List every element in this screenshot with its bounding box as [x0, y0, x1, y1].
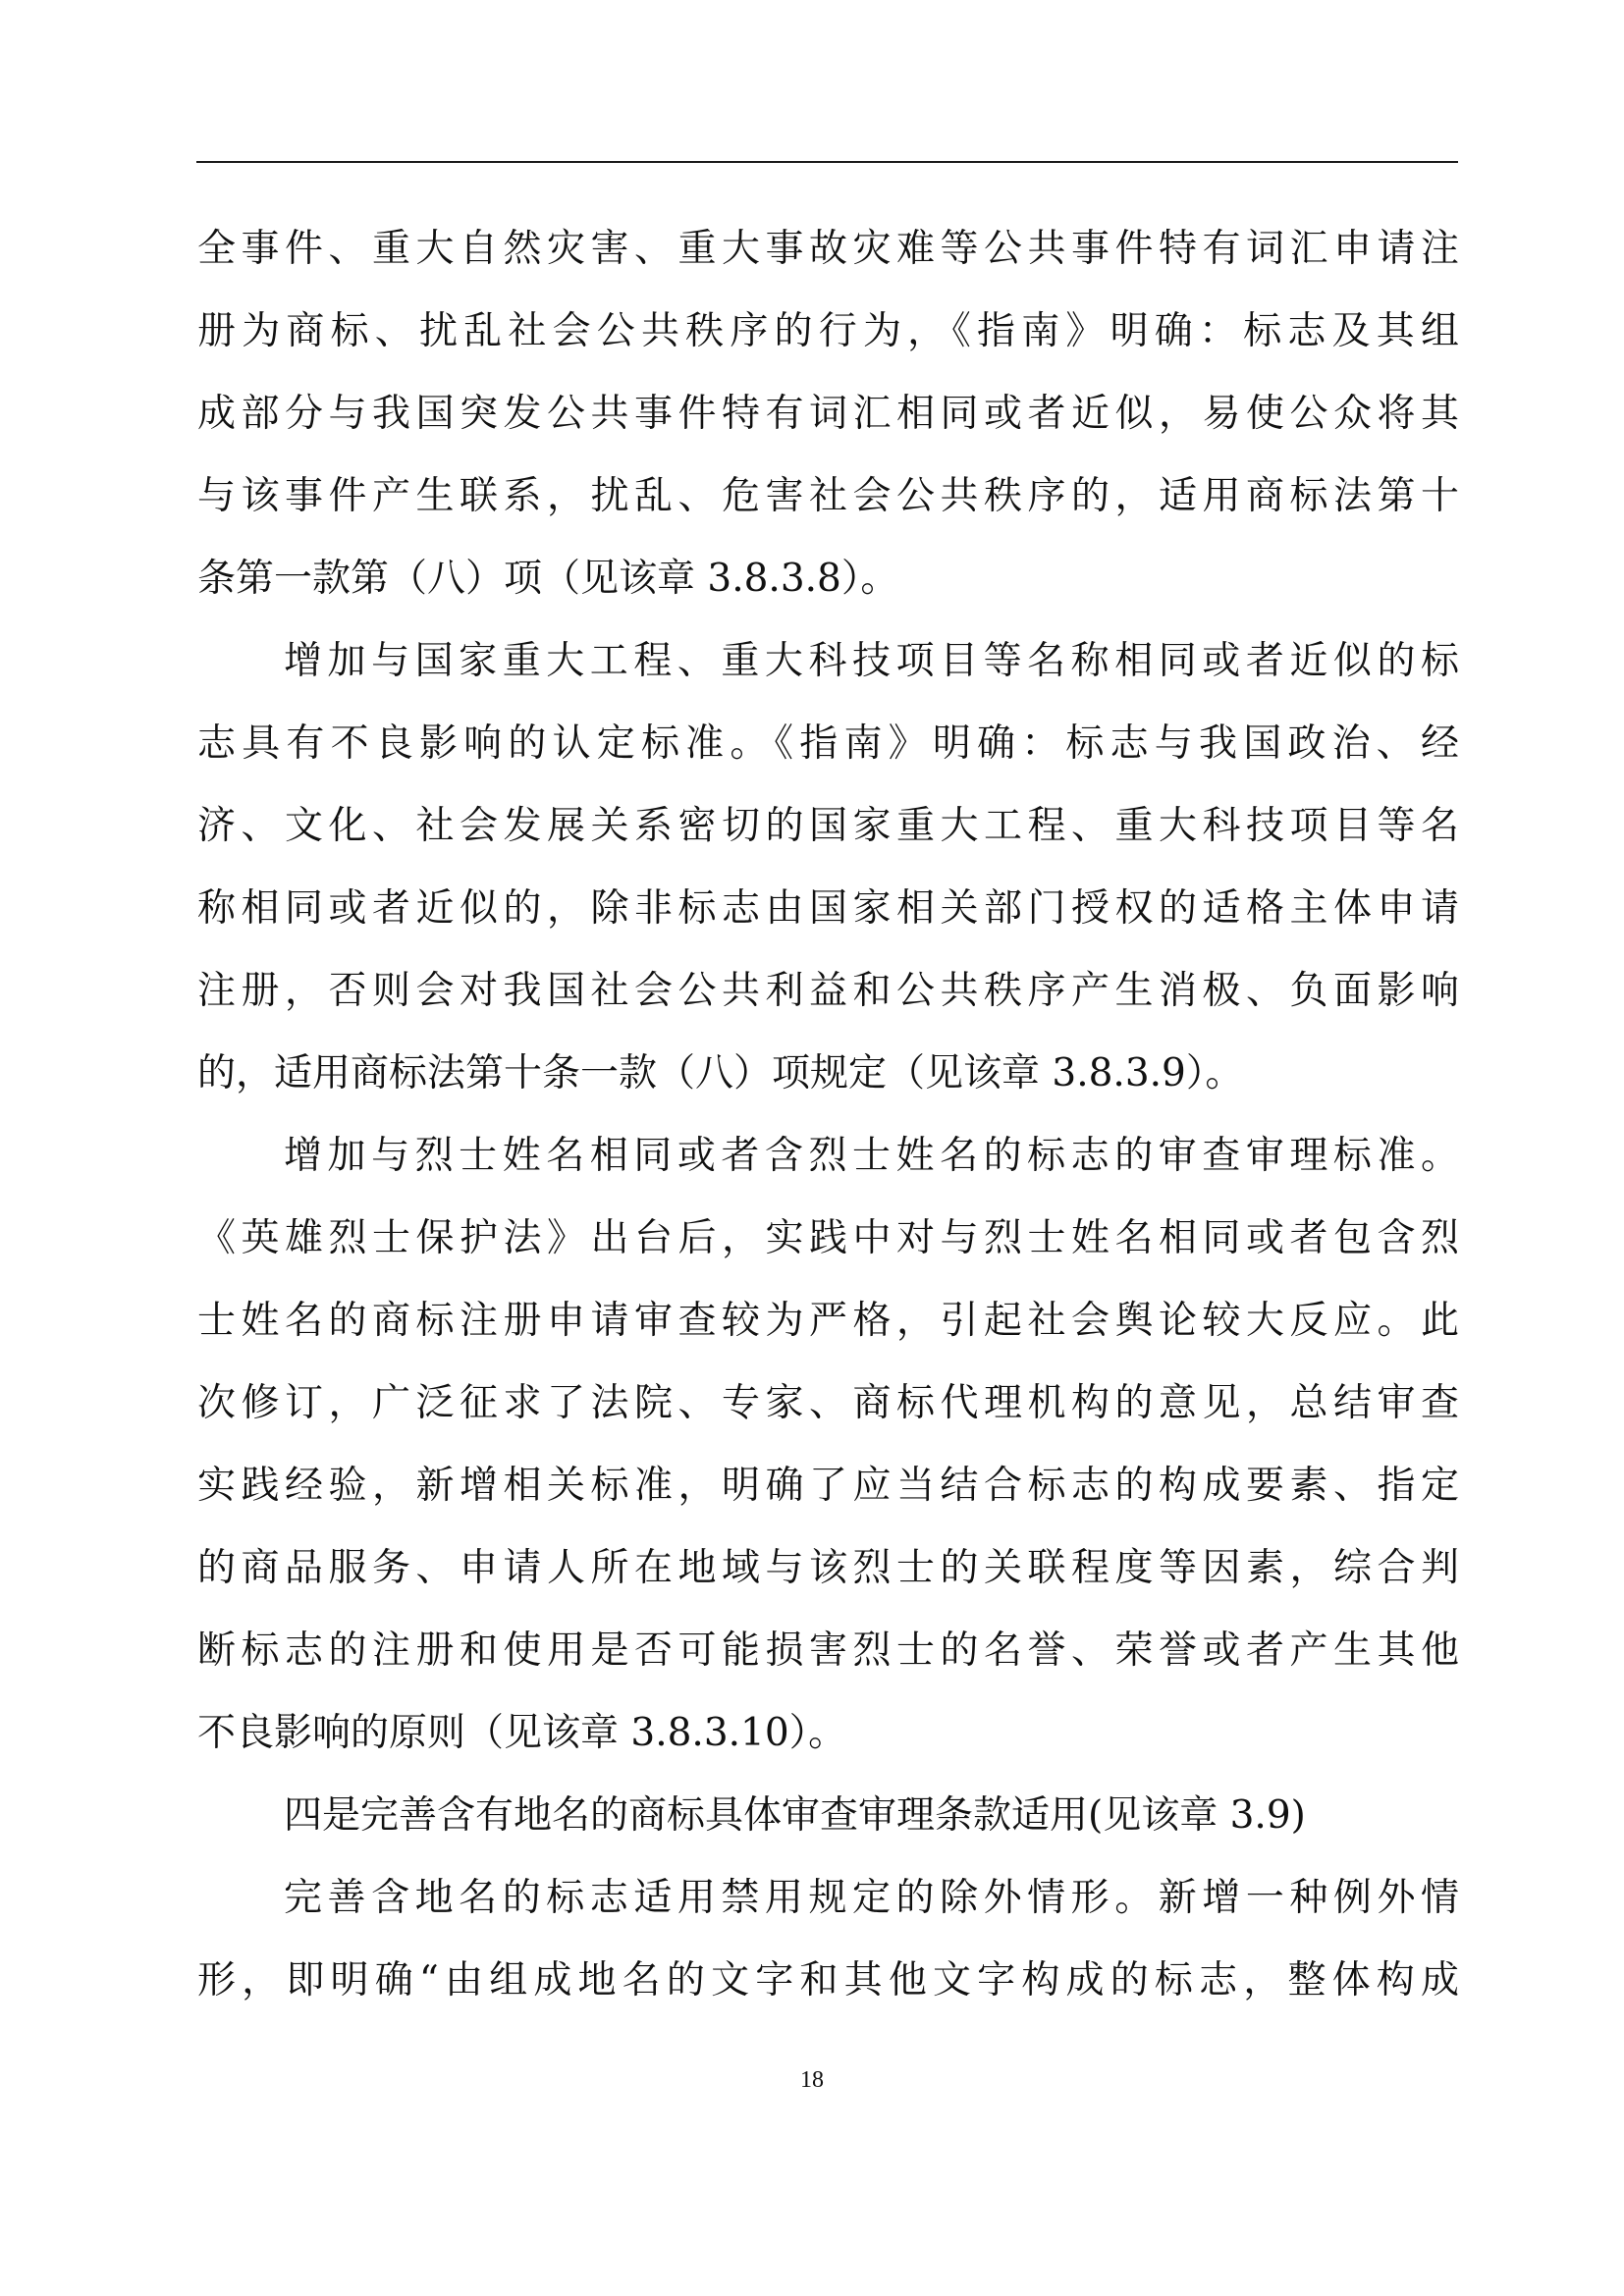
text-line: 实践经验，新增相关标准，明确了应当结合标志的构成要素、指定: [197, 1464, 1459, 1508]
text-line: 不良影响的原则（见该章 3.8.3.10）。: [197, 1711, 847, 1755]
section-heading: 四是完善含有地名的商标具体审查审理条款适用(见该章 3.9): [284, 1793, 1306, 1838]
paragraph-first-line: 增加与国家重大工程、重大科技项目等名称相同或者近似的标: [284, 639, 1459, 683]
text-line: 次修订，广泛征求了法院、专家、商标代理机构的意见，总结审查: [197, 1381, 1459, 1425]
body-text: [197, 208, 1459, 2022]
paragraph-first-line: 完善含地名的标志适用禁用规定的除外情形。新增一种例外情: [284, 1876, 1459, 1920]
text-line: 士姓名的商标注册申请审查较为严格，引起社会舆论较大反应。此: [197, 1299, 1459, 1343]
text-line: 条第一款第（八）项（见该章 3.8.3.8）。: [197, 557, 899, 601]
text-line: 《英雄烈士保护法》出台后，实践中对与烈士姓名相同或者包含烈: [197, 1216, 1459, 1260]
text-line: 与该事件产生联系，扰乱、危害社会公共秩序的，适用商标法第十: [197, 474, 1459, 518]
text-line: 断标志的注册和使用是否可能损害烈士的名誉、荣誉或者产生其他: [197, 1629, 1459, 1673]
text-line: 称相同或者近似的，除非标志由国家相关部门授权的适格主体申请: [197, 886, 1459, 931]
page-number: 18: [800, 2067, 824, 2093]
text-line: 济、文化、社会发展关系密切的国家重大工程、重大科技项目等名: [197, 804, 1459, 848]
paragraph-first-line: 增加与烈士姓名相同或者含烈士姓名的标志的审查审理标准。: [284, 1134, 1459, 1178]
text-line: 的商品服务、申请人所在地域与该烈士的关联程度等因素，综合判: [197, 1546, 1459, 1590]
text-line: 志具有不良影响的认定标准。《指南》明确：标志与我国政治、经: [197, 721, 1459, 766]
text-line: 全事件、重大自然灾害、重大事故灾难等公共事件特有词汇申请注: [197, 227, 1459, 271]
text-line: 注册，否则会对我国社会公共利益和公共秩序产生消极、负面影响: [197, 969, 1459, 1013]
text-line: 形，即明确“由组成地名的文字和其他文字构成的标志，整体构成: [197, 1958, 1459, 2002]
text-line: 的，适用商标法第十条一款（八）项规定（见该章 3.8.3.9）。: [197, 1051, 1244, 1095]
text-line: 成部分与我国突发公共事件特有词汇相同或者近似，易使公众将其: [197, 392, 1459, 436]
text-line: 册为商标、扰乱社会公共秩序的行为，《指南》明确：标志及其组: [197, 309, 1459, 353]
header-rule: [196, 161, 1458, 163]
